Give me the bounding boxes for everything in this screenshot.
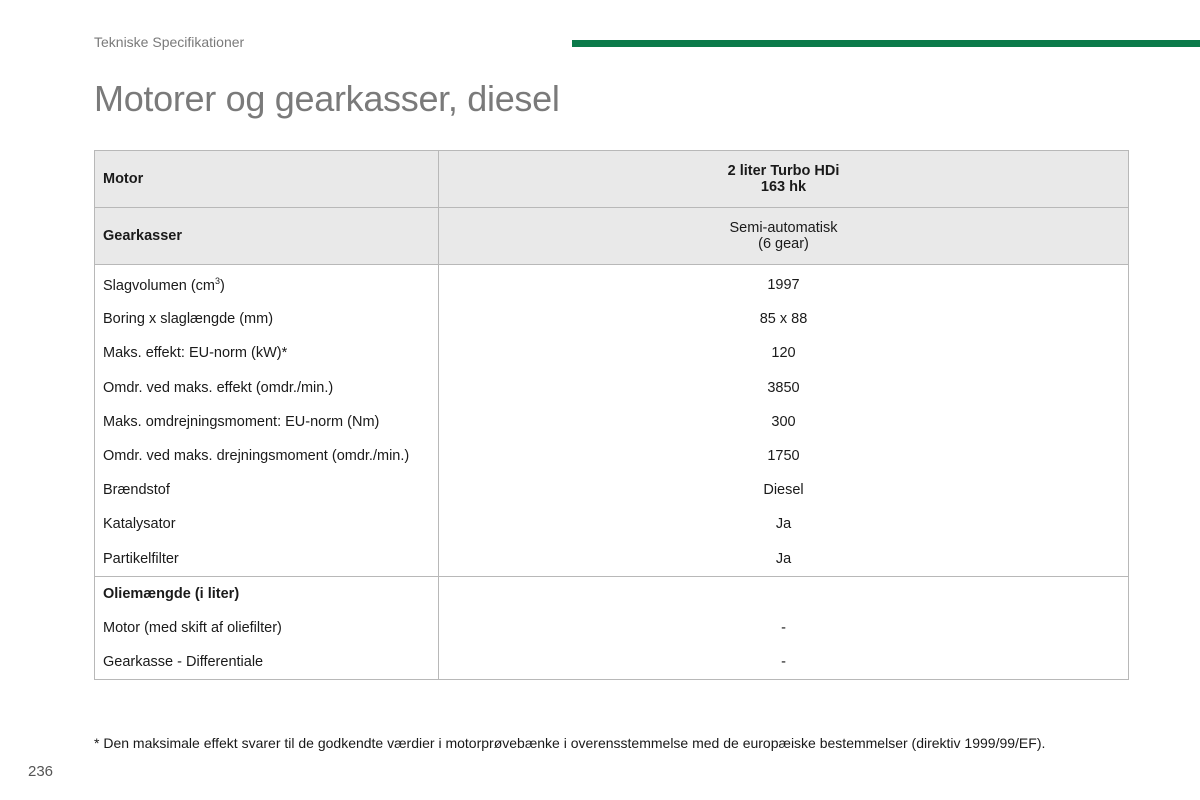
table-row — [95, 371, 1129, 405]
motor-value — [439, 151, 1129, 208]
gearbox-value — [439, 208, 1129, 265]
gearbox-header-row — [95, 208, 1129, 265]
section-accent-bar — [572, 40, 1200, 47]
motor-value-line1: 2 liter Turbo HDi — [727, 163, 840, 179]
table-row — [95, 336, 1129, 370]
row-value: Ja — [775, 516, 792, 533]
table-row — [95, 645, 1129, 680]
gearbox-label: Gearkasser — [95, 208, 439, 265]
page-title: Motorer og gearkasser, diesel — [94, 78, 560, 119]
row-value: 85 x 88 — [759, 311, 808, 328]
specifications-table — [94, 150, 1129, 680]
row-value: Diesel — [763, 482, 804, 499]
row-value: - — [781, 654, 786, 671]
row-label: Boring x slaglængde (mm) — [95, 302, 439, 336]
table-row — [95, 473, 1129, 507]
motor-value-line2: 163 hk — [760, 179, 807, 195]
table-row — [95, 405, 1129, 439]
oil-heading-value — [439, 576, 1129, 611]
table-row — [95, 611, 1129, 645]
row-label: Omdr. ved maks. drejningsmoment (omdr./min.) — [95, 439, 439, 473]
row-value: 3850 — [767, 379, 800, 396]
row-label: Gearkasse - Differentiale — [95, 645, 439, 680]
motor-label: Motor — [95, 151, 439, 208]
row-label: Katalysator — [95, 507, 439, 541]
row-value: 120 — [771, 345, 796, 362]
row-value: - — [781, 619, 786, 636]
row-label: Omdr. ved maks. effekt (omdr./min.) — [95, 371, 439, 405]
table-row — [95, 265, 1129, 303]
row-label: Partikelfilter — [95, 542, 439, 577]
motor-header-row — [95, 151, 1129, 208]
table-row — [95, 542, 1129, 577]
row-value: Ja — [439, 542, 1129, 577]
row-value: 1750 — [767, 448, 800, 465]
oil-heading-row — [95, 576, 1129, 611]
row-label: Maks. effekt: EU-norm (kW)* — [95, 336, 439, 370]
table-row — [95, 507, 1129, 541]
gearbox-value-line1: Semi-automatisk — [729, 220, 838, 236]
section-label: Tekniske Specifikationer — [94, 34, 245, 50]
footnote: * Den maksimale effekt svarer til de godkendte værdier i motorprøvebænke i overensstemmelse med de europæiske bestemmelser (direktiv 1999/99/EF). — [94, 735, 1046, 751]
table-row — [95, 302, 1129, 336]
row-value: 1997 — [767, 277, 800, 294]
oil-heading: Oliemængde (i liter) — [95, 576, 439, 611]
gearbox-value-line2: (6 gear) — [758, 236, 809, 252]
page-number: 236 — [28, 763, 54, 780]
table-row — [95, 439, 1129, 473]
row-label: Brændstof — [95, 473, 439, 507]
row-label: Motor (med skift af oliefilter) — [95, 611, 439, 645]
row-label: Slagvolumen $(cm^3)$ — [95, 265, 439, 303]
row-value: 300 — [771, 413, 796, 430]
row-label: Maks. omdrejningsmoment: EU-norm (Nm) — [95, 405, 439, 439]
